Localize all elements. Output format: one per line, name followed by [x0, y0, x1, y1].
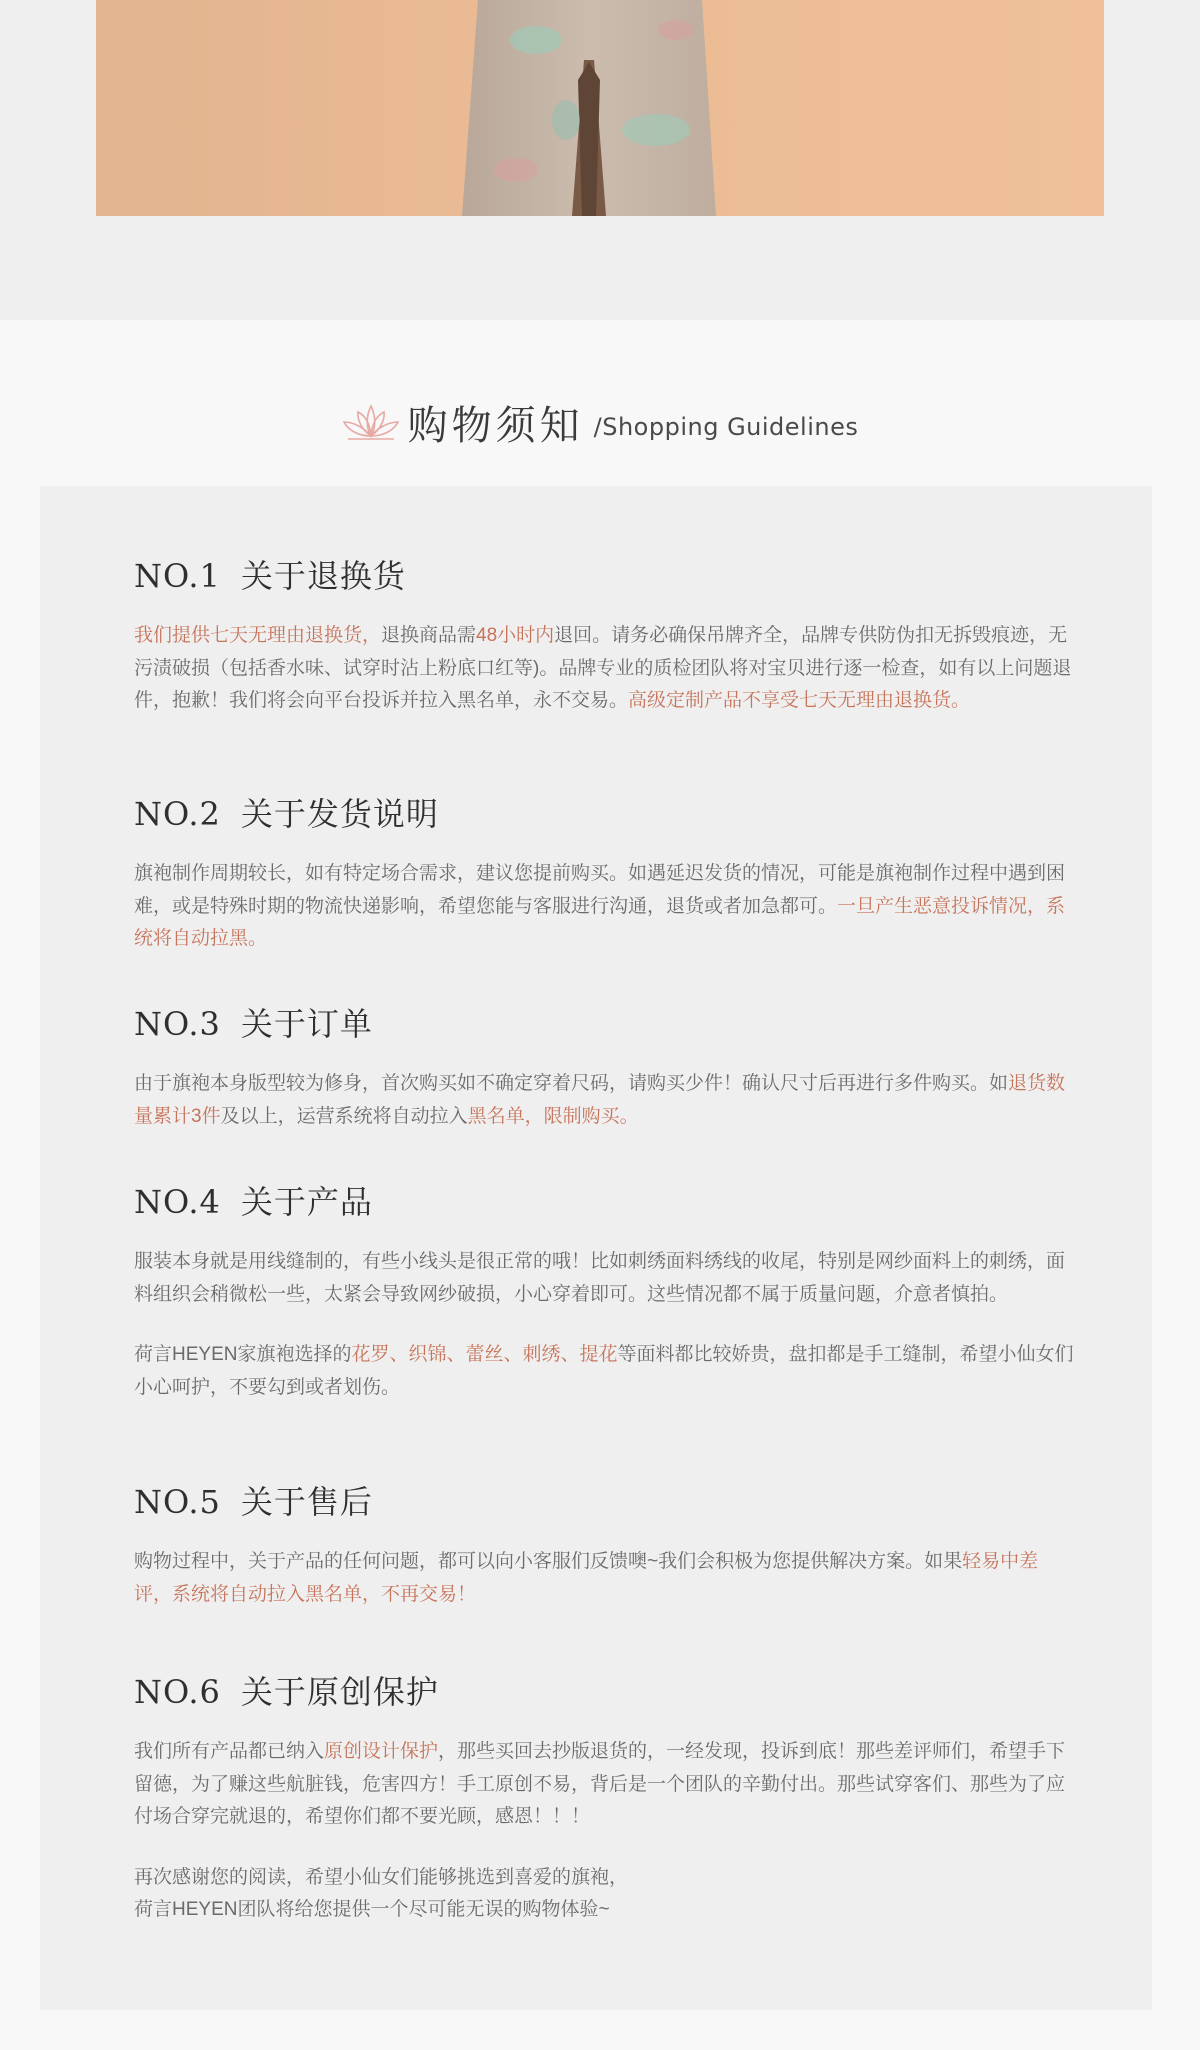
section-paragraph: [134, 1068, 1074, 1133]
section-body: [134, 1546, 1074, 1611]
body-text: 退换商品需: [381, 625, 477, 646]
body-text: 再次感谢您的阅读，希望小仙女们能够挑选到喜爱的旗袍，: [134, 1866, 629, 1888]
section-body: [134, 620, 1074, 718]
section-number: NO.5: [134, 1483, 221, 1521]
section-number: NO.3: [134, 1005, 221, 1043]
section-title: 关于原创保护: [240, 1673, 439, 1711]
highlight-text: 48小时内: [476, 625, 555, 646]
section-number: NO.2: [134, 795, 221, 833]
section-paragraph: [134, 1246, 1074, 1311]
highlight-text: 我们提供七天无理由退换货，: [134, 625, 382, 646]
highlight-text: 黑名单，限制购买。: [467, 1105, 639, 1127]
guideline-section-3: [134, 998, 1074, 1133]
body-text: 服装本身就是用线缝制的，有些小线头是很正常的哦！比如刺绣面料绣线的收尾，特别是网纱面料上的刺绣，面料组织会稍微松一些，太紧会导致网纱破损，小心穿着即可。这些情况都不属于质量问题，介意者慎拍。: [134, 1251, 1066, 1305]
body-text: 退回。请务必确保吊牌齐全，品牌专供防伪扣无拆毁痕迹，无污渍破损（包括香水味、试穿时沾上粉底口红等)。品牌专业的质检团队将对宝贝进行逐一检查，如有以上问题退件，抱歉！我们将会向平台投诉并拉入黑名单，永不交易。: [134, 625, 1072, 711]
qipao-product-photo: [96, 0, 1104, 216]
section-heading: [134, 1176, 1074, 1228]
section-paragraph: [134, 620, 1074, 718]
guideline-section-2: [134, 788, 1074, 956]
section-number: NO.6: [134, 1673, 221, 1711]
section-title: 关于订单: [240, 1005, 373, 1043]
body-text: ，那些买回去抄版退货的，一经发现，投诉到底！那些差评师们，希望手下留德，为了赚这些航脏钱，危害四方！手工原创不易，背后是一个团队的辛勤付出。那些试穿客们、那些为了应付场合穿完就退的，希望你们都不要光顾，感恩！！！: [134, 1741, 1066, 1827]
page-title: 购物须知: [407, 402, 584, 449]
body-text: 等面料都比较娇贵，盘扣都是手工缝制，希望小仙女们小心呵护，不要勾到或者划伤。: [134, 1344, 1074, 1398]
section-title: 关于退换货: [240, 557, 406, 595]
section-number: NO.1: [134, 557, 221, 595]
section-number: NO.4: [134, 1183, 221, 1221]
section-body: [134, 858, 1074, 956]
body-text: 购物过程中，关于产品的任何问题，都可以向小客服们反馈噢~我们会积极为您提供解决方案。如果: [134, 1551, 963, 1572]
section-title: 关于售后: [240, 1483, 373, 1521]
section-title: 关于发货说明: [240, 795, 439, 833]
body-text: 荷言HEYEN家旗袍选择的: [134, 1344, 352, 1365]
highlight-text: 退货数量累计3件: [134, 1073, 1066, 1127]
guideline-section-1: [134, 550, 1074, 718]
highlight-text: 轻易中差评，系统将自动拉入黑名单，不再交易！: [134, 1551, 1039, 1605]
page-heading: [0, 392, 1200, 452]
section-paragraph: [134, 858, 1074, 956]
section-heading: [134, 1476, 1074, 1528]
section-heading: [134, 788, 1074, 840]
highlight-text: 原创设计保护: [324, 1741, 439, 1762]
highlight-text: 一旦产生恶意投诉情况，系统将自动拉黑。: [134, 895, 1066, 949]
body-text: 及以上，运营系统将自动拉入: [220, 1105, 468, 1127]
section-heading: [134, 1666, 1074, 1718]
guideline-section-5: [134, 1476, 1074, 1611]
body-text: 荷言HEYEN团队将给您提供一个尽可能无误的购物体验~: [134, 1899, 610, 1920]
section-body: [134, 1736, 1074, 1927]
section-title: 关于产品: [240, 1183, 373, 1221]
body-text: 旗袍制作周期较长，如有特定场合需求，建议您提前购买。如遇延迟发货的情况，可能是旗袍制作过程中遇到困难，或是特殊时期的物流快递影响，希望您能与客服进行沟通，退货或者加急都可。: [134, 863, 1066, 917]
guideline-section-6: [134, 1666, 1074, 1927]
guidelines-card: [40, 486, 1152, 2010]
body-text: 由于旗袍本身版型较为修身，首次购买如不确定穿着尺码，请购买少件！确认尺寸后再进行多件购买。如: [134, 1073, 1009, 1094]
lotus-icon: [342, 402, 400, 442]
section-body: [134, 1246, 1074, 1404]
body-text: 我们所有产品都已纳入: [134, 1741, 325, 1762]
section-paragraph: [134, 1862, 1074, 1927]
highlight-text: 高级定制产品不享受七天无理由退换货。: [628, 690, 971, 711]
section-heading: [134, 998, 1074, 1050]
page-subtitle: /Shopping Guidelines: [593, 413, 859, 441]
section-paragraph: [134, 1736, 1074, 1834]
guideline-section-4: [134, 1176, 1074, 1404]
section-paragraph: [134, 1339, 1074, 1404]
section-heading: [134, 550, 1074, 602]
section-paragraph: [134, 1546, 1074, 1611]
highlight-text: 花罗、织锦、蕾丝、刺绣、提花: [351, 1344, 618, 1365]
section-body: [134, 1068, 1074, 1133]
top-band: [0, 0, 1200, 320]
